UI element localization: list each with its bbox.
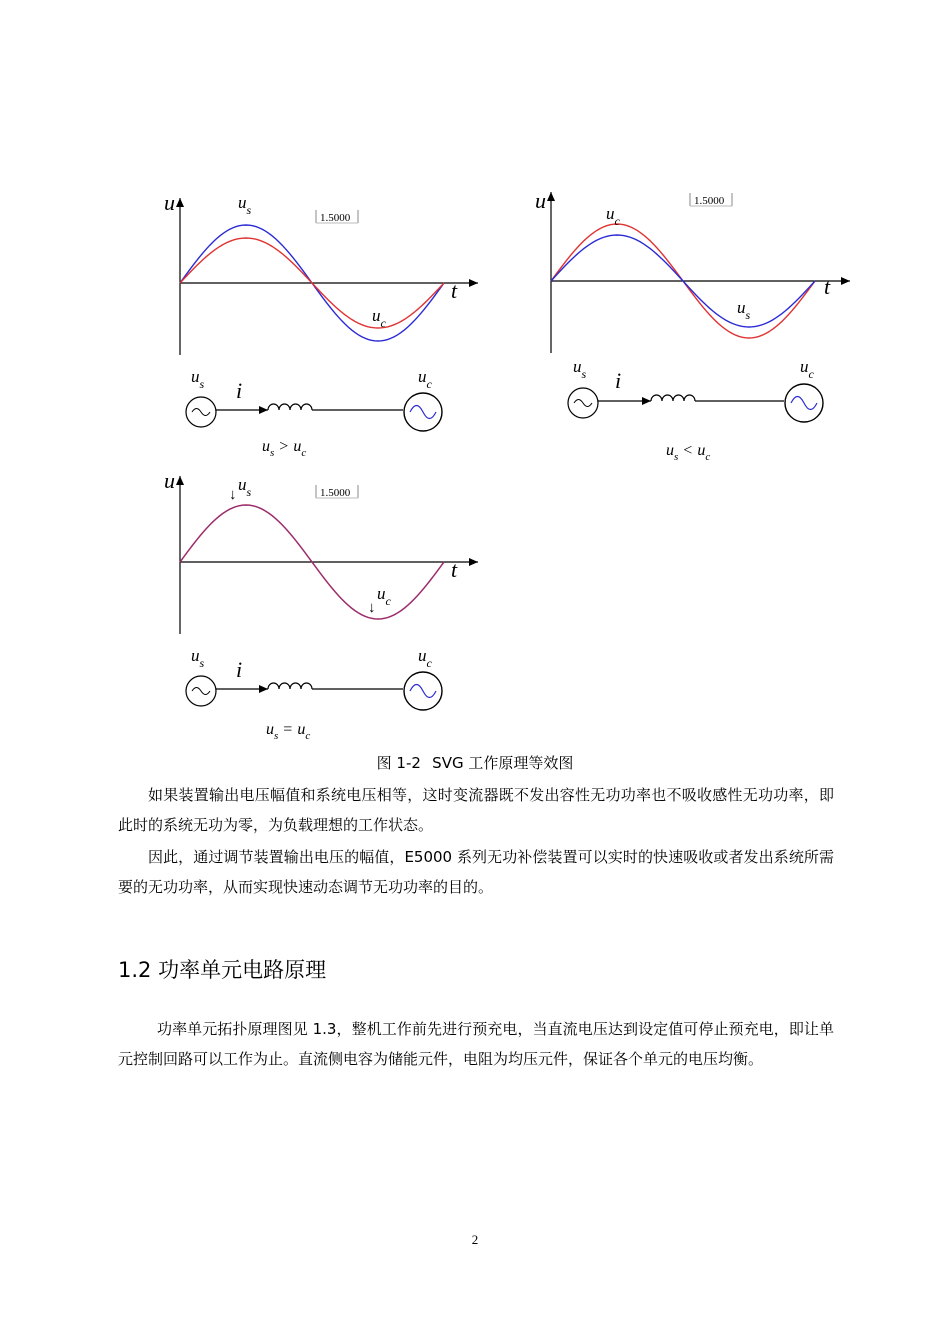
panel-us-less-uc (535, 188, 850, 463)
inductor-icon (651, 395, 695, 401)
uc-curve-label: $u_c$ (377, 584, 391, 608)
page-number: 2 (471, 1232, 479, 1247)
source-label: $u_s$ (573, 357, 587, 381)
caption-number: 图 1-2 (376, 754, 421, 772)
panel-us-greater-uc (164, 190, 478, 459)
source-label: $u_s$ (191, 367, 205, 391)
circuit (568, 357, 823, 463)
relation-label: $u_s = u_c$ (266, 721, 311, 742)
value-box (690, 193, 732, 207)
inductor-icon (268, 404, 312, 410)
section-heading: 1.2 功率单元电路原理 (118, 958, 327, 982)
load-label: $u_c$ (418, 367, 432, 391)
figure-caption (0, 752, 950, 773)
us-curve-label: $u_s$ (238, 475, 252, 499)
panel-us-equal-uc (164, 468, 478, 742)
y-axis-label: u (164, 190, 175, 215)
load-label: $u_c$ (800, 357, 814, 381)
us-curve-label: $u_s$ (238, 193, 252, 217)
relation-label: $u_s > u_c$ (262, 438, 307, 459)
inductor-icon (268, 683, 312, 689)
circuit (186, 367, 442, 459)
svg-text:1.5000: 1.5000 (320, 212, 351, 224)
relation-label: $u_s < u_c$ (666, 442, 711, 463)
svg-text:1.5000: 1.5000 (694, 195, 725, 207)
x-axis-label: t (451, 278, 458, 303)
uc-curve-label: $u_c$ (372, 306, 386, 330)
us-curve-label: $u_s$ (737, 298, 751, 322)
current-label: i (236, 657, 243, 682)
source-label: $u_s$ (191, 646, 205, 670)
paragraph-power-unit: 功率单元拓扑原理图见 1.3，整机工作前先进行预充电，当直流电压达到设定值可停止预充电，即让单元控制回路可以工作为止。直流侧电容为储能元件，电阻为均压元件，保证各个单元的电压均衡。 (118, 1020, 834, 1068)
x-axis-label: t (451, 557, 458, 582)
down-arrow-uc: ↓ (368, 600, 376, 616)
paragraph-adjustment: 因此，通过调节装置输出电压的幅值，E5000 系列无功补偿装置可以实时的快速吸收或者发出系统所需要的无功功率，从而实现快速动态调节无功功率的目的。 (118, 848, 834, 896)
caption-text: SVG 工作原理等效图 (432, 754, 574, 772)
y-axis-label: u (164, 468, 175, 493)
y-axis-label: u (535, 188, 546, 213)
svg-text:1.5000: 1.5000 (320, 487, 351, 499)
current-label: i (236, 378, 243, 403)
current-label: i (615, 368, 622, 393)
value-box (316, 485, 358, 499)
uc-curve-label: $u_c$ (606, 204, 620, 228)
value-box (316, 210, 358, 224)
x-axis-label: t (824, 274, 831, 299)
paragraph-equal-voltage: 如果装置输出电压幅值和系统电压相等，这时变流器既不发出容性无功功率也不吸收感性无功功率，即此时的系统无功为零，为负载理想的工作状态。 (118, 786, 834, 834)
circuit (186, 646, 442, 742)
load-label: $u_c$ (418, 646, 432, 670)
down-arrow-us: ↓ (229, 487, 237, 503)
